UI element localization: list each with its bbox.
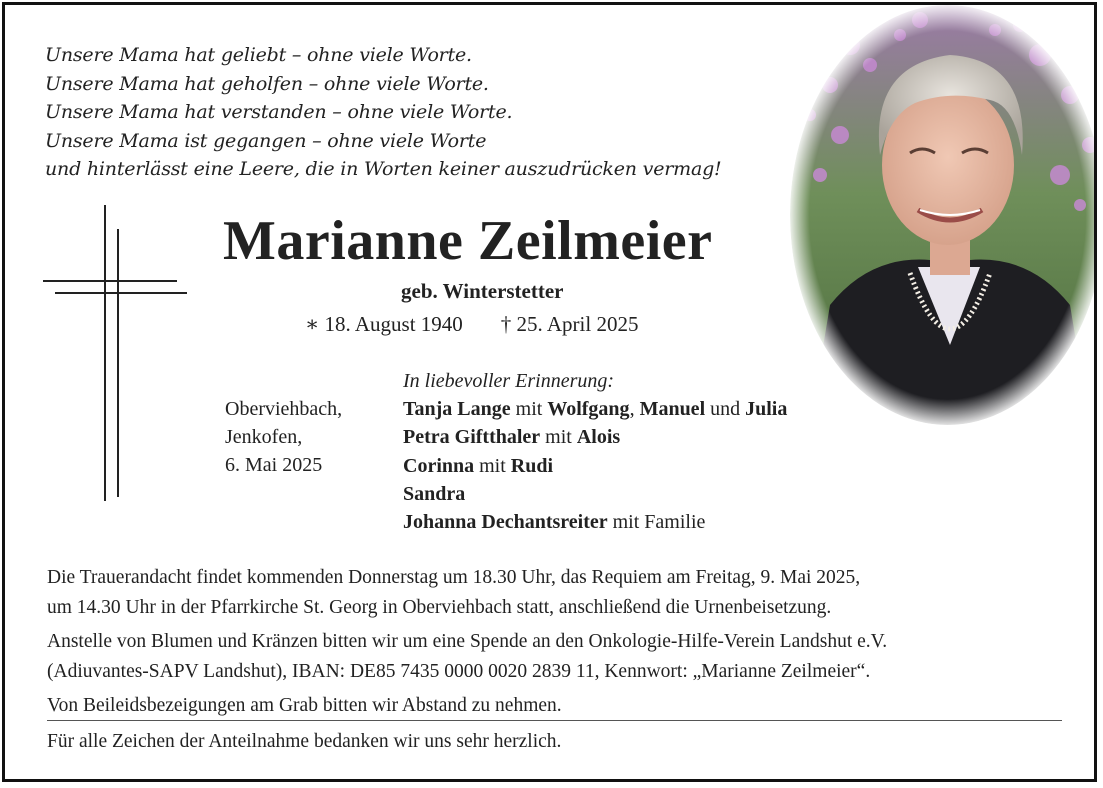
portrait-photo bbox=[790, 5, 1097, 425]
mourner-line: Johanna Dechantsreiter mit Familie bbox=[403, 511, 706, 534]
thanks-line: Für alle Zeichen der Anteilnahme bedanken wir uns sehr herzlich. bbox=[47, 731, 562, 752]
cross-icon bbox=[41, 205, 191, 501]
notice-line: um 14.30 Uhr in der Pfarrkirche St. Georg in Oberviehbach statt, anschließend die Urnenbeisetzung. bbox=[47, 597, 832, 618]
place-line: Jenkofen, bbox=[225, 426, 303, 448]
maiden-name: geb. Winterstetter bbox=[401, 279, 564, 303]
poem bbox=[45, 41, 785, 184]
mourner-line: Petra Giftthaler mit Alois bbox=[403, 426, 621, 449]
donation-line: (Adiuvantes-SAPV Landshut), IBAN: DE85 7435 0000 0020 2839 11, Kennwort: „Marianne Zeilmeier“. bbox=[47, 661, 871, 682]
place-date: 6. Mai 2025 bbox=[225, 454, 323, 476]
mourner-line: Sandra bbox=[403, 482, 466, 505]
notice-line: Die Trauerandacht findet kommenden Donnerstag um 18.30 Uhr, das Requiem am Freitag, 9. Mai 2025, bbox=[47, 567, 861, 588]
mourner-line: Tanja Lange mit Wolfgang, Manuel und Julia bbox=[403, 398, 788, 421]
mourners-list bbox=[403, 367, 787, 536]
life-dates bbox=[305, 312, 638, 337]
place-and-date bbox=[225, 395, 342, 479]
poem-line: und hinterlässt eine Leere, die in Worten keiner auszudrücken vermag! bbox=[45, 158, 722, 180]
divider bbox=[47, 720, 1062, 721]
donation-line: Anstelle von Blumen und Kränzen bitten wir um eine Spende an den Onkologie-Hilfe-Verein Landshut e.V. bbox=[47, 631, 888, 652]
memory-intro: In liebevoller Erinnerung: bbox=[403, 370, 615, 392]
poem-line: Unsere Mama hat verstanden – ohne viele Worte. bbox=[45, 101, 513, 123]
deceased-name: Marianne Zeilmeier bbox=[223, 210, 713, 272]
obituary-card bbox=[2, 2, 1097, 782]
mourner-line: Corinna mit Rudi bbox=[403, 454, 554, 477]
poem-line: Unsere Mama hat geholfen – ohne viele Worte. bbox=[45, 72, 489, 95]
death-date: † 25. April 2025 bbox=[500, 312, 639, 336]
condolence-line: Von Beileidsbezeigungen am Grab bitten wir Abstand zu nehmen. bbox=[47, 695, 562, 716]
birth-date: ∗ 18. August 1940 bbox=[305, 312, 463, 336]
portrait-illustration bbox=[790, 5, 1097, 425]
place-line: Oberviehbach, bbox=[225, 398, 343, 420]
poem-line: Unsere Mama hat geliebt – ohne viele Worte. bbox=[45, 44, 472, 66]
poem-line: Unsere Mama ist gegangen – ohne viele Worte bbox=[45, 129, 487, 152]
service-notice bbox=[47, 563, 1057, 721]
